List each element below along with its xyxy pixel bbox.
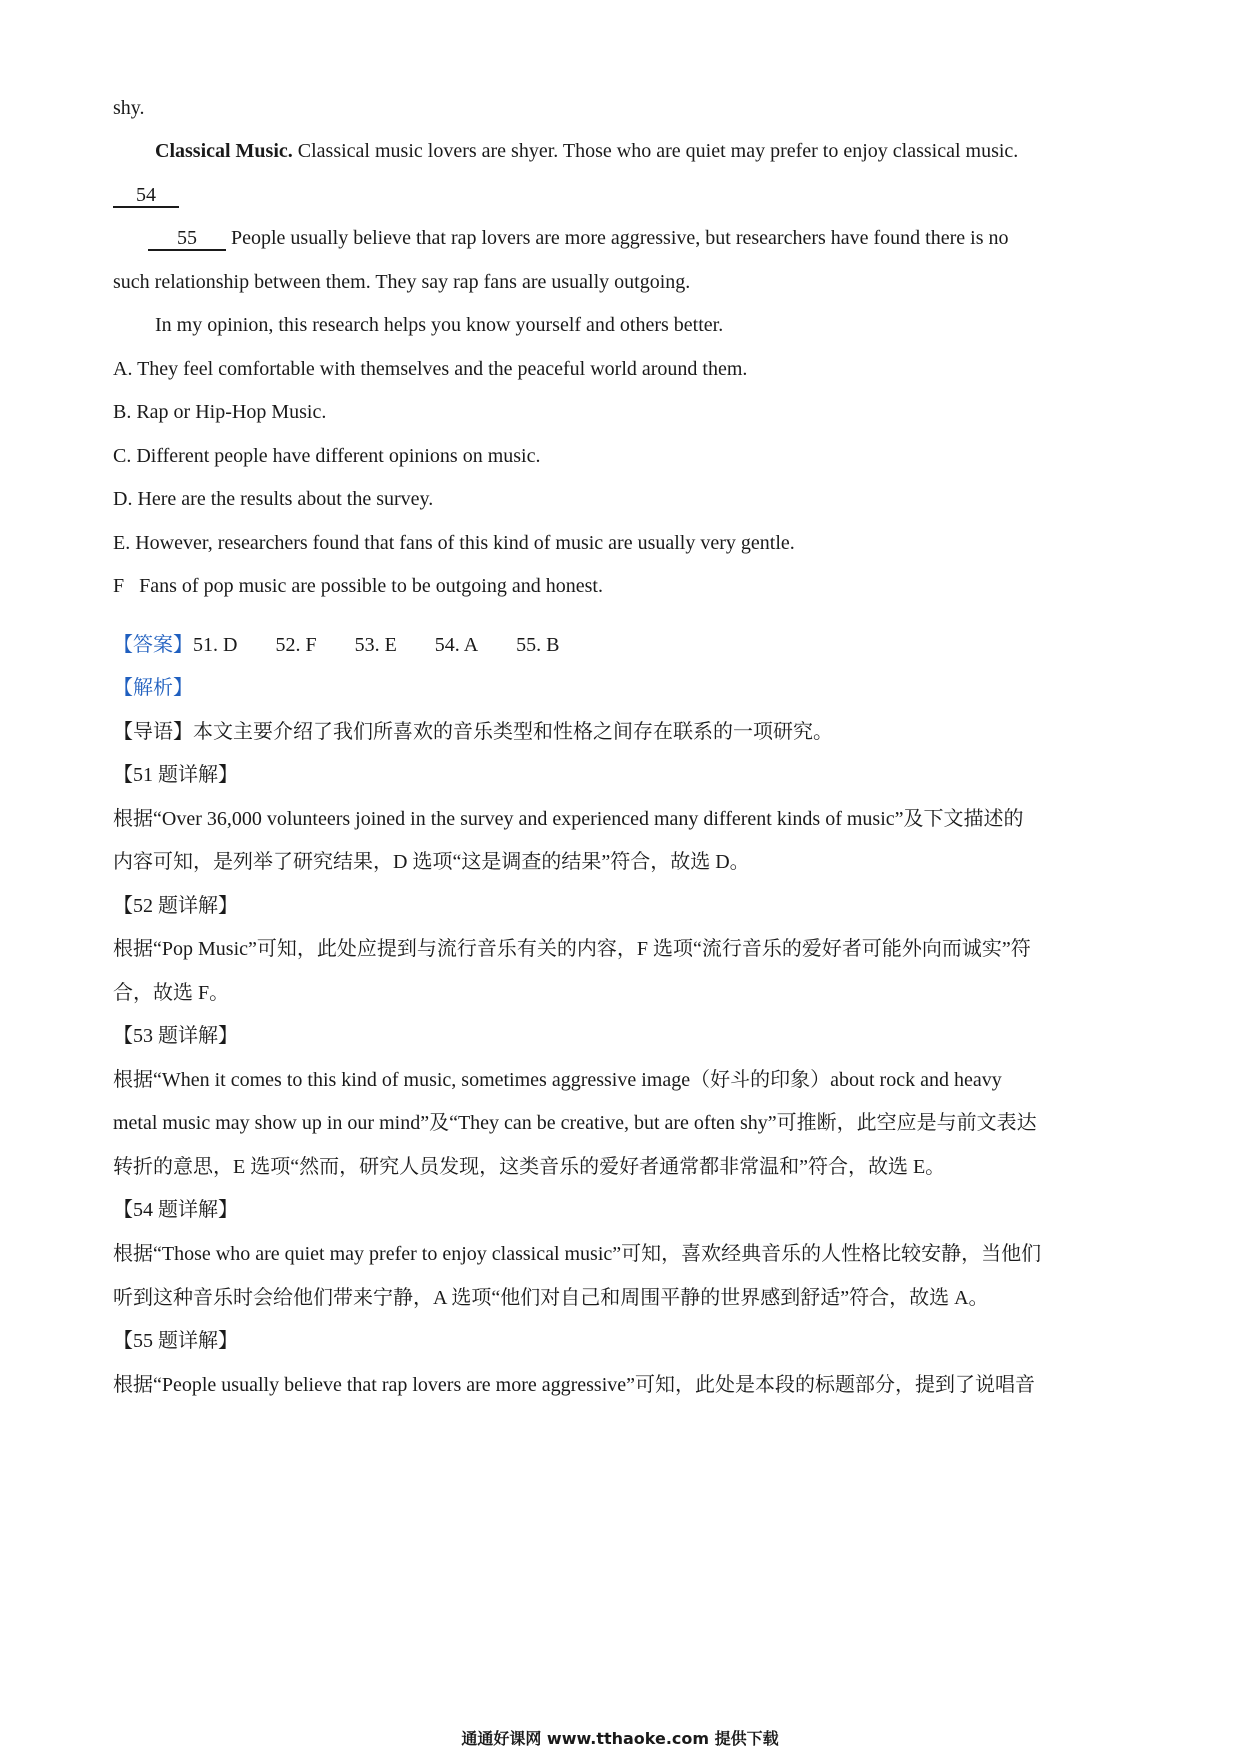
q55-line-1: 根据“People usually believe that rap lovers are more aggressive”可知，此处是本段的标题部分，提到了说唱音 [113,1374,1036,1396]
q53-line-2: metal music may show up in our mind”及“They can be creative, but are often shy”可推断，此空应是与前文表达 [113,1112,1037,1134]
option-b: B. Rap or Hip-Hop Music. [113,401,327,423]
answer-label: 【答案】 [113,634,193,656]
blank-54-line [113,181,1133,209]
answer-item: 51. D [193,634,238,656]
q54-line-2: 听到这种音乐时会给他们带来宁静，A 选项“他们对自己和周围平静的世界感到舒适”符合，故选 A。 [113,1287,989,1309]
classical-paragraph [155,137,1175,165]
rap-text-1: People usually believe that rap lovers are more aggressive, but researchers have found there is no [226,227,1009,249]
classical-heading: Classical Music. [155,140,293,162]
option-c: C. Different people have different opinions on music. [113,445,541,467]
blank-54: 54 [113,184,179,208]
q54-title: 【54 题详解】 [113,1199,238,1221]
option-e: E. However, researchers found that fans of this kind of music are usually very gentle. [113,532,795,554]
blank-55: 55 [148,227,226,251]
q55-title: 【55 题详解】 [113,1330,238,1352]
q51-line-2: 内容可知，是列举了研究结果，D 选项“这是调查的结果”符合，故选 D。 [113,851,750,873]
q53-line-3: 转折的意思，E 选项“然而，研究人员发现，这类音乐的爱好者通常都非常温和”符合，故选 E。 [113,1156,946,1178]
answer-item: 52. F [275,634,317,656]
rap-paragraph-line-1 [148,224,1168,252]
option-a: A. They feel comfortable with themselves and the peaceful world around them. [113,358,748,380]
q51-line-1: 根据“Over 36,000 volunteers joined in the survey and experienced many different kinds of music”及下文描述的 [113,808,1024,830]
q54-line-1: 根据“Those who are quiet may prefer to enjoy classical music”可知，喜欢经典音乐的人性格比较安静，当他们 [113,1243,1042,1265]
page-footer: 通通好课网 www.tthaoke.com 提供下载 [461,1729,779,1748]
answer-item: 54. A [434,634,479,656]
analysis-label: 【解析】 [113,677,193,699]
opinion-line: In my opinion, this research helps you know yourself and others better. [155,314,724,336]
classical-text: Classical music lovers are shyer. Those who are quiet may prefer to enjoy classical music. [292,140,1019,162]
q52-line-2: 合，故选 F。 [113,982,230,1004]
passage-line-shy: shy. [113,97,145,119]
q52-line-1: 根据“Pop Music”可知，此处应提到与流行音乐有关的内容，F 选项“流行音乐的爱好者可能外向而诚实”符 [113,938,1031,960]
analysis-intro: 【导语】本文主要介绍了我们所喜欢的音乐类型和性格之间存在联系的一项研究。 [113,721,833,743]
q51-title: 【51 题详解】 [113,764,238,786]
q53-title: 【53 题详解】 [113,1025,238,1047]
option-f: F Fans of pop music are possible to be outgoing and honest. [113,575,603,597]
q52-title: 【52 题详解】 [113,895,238,917]
answer-item: 53. E [354,634,397,656]
option-d: D. Here are the results about the survey. [113,488,434,510]
q53-line-1: 根据“When it comes to this kind of music, sometimes aggressive image（好斗的印象）about rock and heavy [113,1069,1002,1091]
answer-item: 55. B [516,634,560,656]
answer-line [113,631,1133,659]
rap-paragraph-line-2: such relationship between them. They say rap fans are usually outgoing. [113,271,691,293]
